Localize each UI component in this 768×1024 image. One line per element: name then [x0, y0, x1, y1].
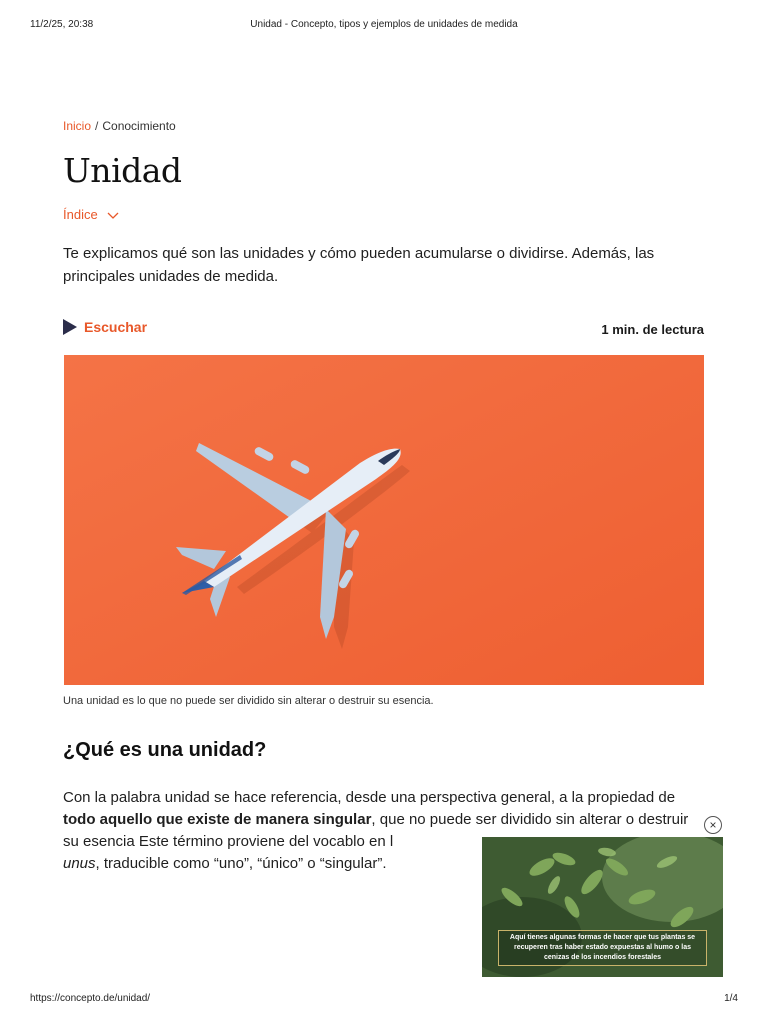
print-page-number: 1/4	[724, 993, 738, 1004]
paragraph-italic-text: unus	[63, 855, 96, 872]
listen-button[interactable]	[63, 319, 147, 335]
airplane-illustration	[64, 355, 704, 685]
index-toggle[interactable]	[63, 207, 119, 222]
chevron-down-icon	[107, 209, 119, 221]
breadcrumb	[63, 119, 176, 133]
read-time: 1 min. de lectura	[601, 322, 704, 337]
listen-label: Escuchar	[84, 319, 148, 335]
hero-image	[64, 355, 704, 685]
paragraph-text-2: , que no puede ser dividido sin alterar o destruir su esencia Este término proviene del vocablo en l	[63, 811, 689, 850]
print-url: https://concepto.de/unidad/	[30, 993, 151, 1004]
print-title: Unidad - Concepto, tipos y ejemplos de unidades de medida	[250, 19, 518, 30]
print-header	[0, 19, 768, 33]
section-heading: ¿Qué es una unidad?	[63, 739, 267, 761]
paragraph-text-1: Con la palabra unidad se hace referencia, desde una perspectiva general, a la propiedad de	[63, 789, 676, 806]
index-label: Índice	[63, 207, 98, 222]
breadcrumb-separator: /	[95, 119, 99, 133]
play-icon	[63, 319, 77, 335]
video-ad[interactable]	[482, 837, 723, 977]
image-caption: Una unidad es lo que no puede ser dividido sin alterar o destruir su esencia.	[63, 695, 434, 707]
page-title: Unidad	[63, 151, 182, 190]
paragraph-text-3: , traducible como “uno”, “único” o “singular”.	[95, 855, 387, 872]
lead-paragraph: Te explicamos qué son las unidades y cómo pueden acumularse o dividirse. Además, las principales unidades de medida.	[63, 245, 655, 285]
print-datetime: 11/2/25, 20:38	[30, 19, 94, 30]
ad-caption: Aquí tienes algunas formas de hacer que tus plantas se recuperen tras haber estado expuestas al humo o las cenizas de los incendios forestales	[498, 930, 707, 966]
breadcrumb-home-link[interactable]: Inicio	[63, 119, 92, 133]
breadcrumb-current-link[interactable]: Conocimiento	[102, 119, 176, 133]
close-ad-button[interactable]: ×	[704, 816, 722, 834]
paragraph-bold-text: todo aquello que existe de manera singular	[63, 811, 372, 828]
